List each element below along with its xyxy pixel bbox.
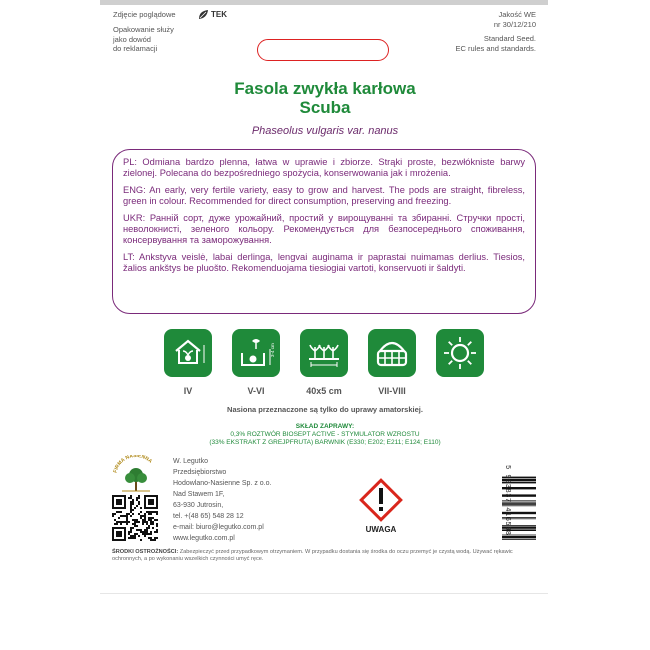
barcode-bar (502, 539, 536, 540)
standard-line: EC rules and standards. (455, 43, 536, 53)
qr-module (116, 511, 118, 513)
qr-module (156, 523, 158, 525)
description-lt: LT: Ankstyva veislė, labai derlinga, lengvai auginama ir paprastai nuimamas derlius. Tiesios, žalios ankštys be pluošto. Rekomenduojama tiesiogiai vartoti, konservuoti ir šaldyti. (123, 252, 525, 273)
qr-module (130, 509, 132, 511)
qr-module (138, 535, 140, 537)
qr-module (136, 519, 138, 521)
package-note (113, 25, 174, 54)
qr-module (152, 521, 154, 523)
qr-module (154, 539, 156, 541)
email: e-mail: biuro@legutko.com.pl (173, 524, 264, 531)
qr-module (146, 529, 148, 531)
qr-module (128, 537, 130, 539)
qr-module (130, 529, 132, 531)
qr-module (132, 509, 134, 511)
qr-module (118, 517, 120, 519)
company-line: Hodowlano-Nasienne Sp. z o.o. (173, 480, 272, 487)
qr-module (130, 527, 132, 529)
qr-module (132, 523, 134, 525)
qr-module (156, 513, 158, 515)
qr-module (130, 495, 132, 497)
photo-note: Zdjęcie poglądowe (113, 10, 176, 19)
qr-module (150, 531, 152, 533)
website: www.legutko.com.pl (173, 535, 235, 542)
harvest-basket-icon (368, 329, 416, 377)
qr-module (126, 521, 128, 523)
qr-module (134, 519, 136, 521)
qr-module (130, 497, 132, 499)
qr-module (152, 517, 154, 519)
precautions (112, 549, 542, 563)
description-ukr: UKR: Ранній сорт, дуже урожайний, простий у вирощуванні та збиранні. Стручки прості, неволокнисті, зеленого кольору. Рекомендується для безпосереднього споживання, консервування та заморожування. (123, 213, 525, 245)
qr-module (150, 521, 152, 523)
qr-module (156, 531, 158, 533)
treatment-line2: (33% EKSTRAKT Z GREJPFRUTA) BARWNIK (E330; E202; E211; E124; E110) (209, 439, 441, 446)
qr-module (134, 523, 136, 525)
qr-module (148, 527, 150, 529)
qr-module (112, 513, 114, 515)
qr-module (154, 537, 156, 539)
qr-module (120, 521, 122, 523)
qr-module (140, 529, 142, 531)
lot-window (257, 39, 389, 61)
qr-module (126, 519, 128, 521)
qr-module (144, 521, 146, 523)
latin-name: Phaseolus vulgaris var. nanus (251, 125, 399, 137)
icon-label-field-sowing: V-VI (247, 386, 265, 396)
qr-module (116, 531, 122, 537)
qr-module (132, 513, 134, 515)
qr-module (150, 523, 152, 525)
qr-module (128, 497, 130, 499)
qr-module (142, 523, 144, 525)
qr-module (138, 521, 140, 523)
precautions-text: Zabezpieczyć przed przypadkowym otrzymaniem. W przypadku dostania się środka do oczu przemyć je czystą wodą. Używać rękawic ochronnych, a po wykonaniu wszelkich czynności umyć ręce. (112, 549, 513, 562)
qr-module (156, 525, 158, 527)
qr-module (136, 529, 138, 531)
warning-pictogram-icon (357, 476, 405, 524)
package-note-line: Opakowanie służy (113, 25, 174, 34)
divider (100, 593, 548, 594)
qr-module (134, 521, 136, 523)
qr-module (118, 521, 120, 523)
qr-module (134, 537, 136, 539)
qr-module (130, 503, 132, 505)
top-photo-strip (100, 0, 548, 5)
qr-module (156, 537, 158, 539)
tek-leaf-icon (198, 9, 209, 20)
qr-module (134, 535, 136, 537)
icon-label-spacing: 40x5 cm (306, 386, 342, 396)
qr-module (144, 515, 146, 517)
sun-icon (436, 329, 484, 377)
qr-module (138, 503, 140, 505)
qr-module (118, 511, 120, 513)
address-city: 63-930 Jutrosin, (173, 502, 224, 509)
company-address (173, 456, 271, 544)
qr-module (150, 513, 152, 515)
qr-module (152, 527, 154, 529)
qr-module (150, 533, 152, 535)
logo-arc-text: FIRMA NASIENNA (112, 455, 154, 474)
standard-info (416, 34, 536, 53)
qr-module (138, 529, 140, 531)
qr-module (150, 511, 152, 513)
qr-module (142, 531, 144, 533)
qr-module (128, 531, 130, 533)
qr-module (144, 531, 146, 533)
qr-module (124, 521, 126, 523)
qr-module (146, 533, 148, 535)
qr-module (130, 501, 132, 503)
qr-module (126, 523, 128, 525)
description-pl: PL: Odmiana bardzo plenna, łatwa w uprawie i zbiorze. Strąki proste, bezwłókniste barwy zielonej. Polecana do bezpośredniego spożycia, konserwowania jak i mrożenia. (123, 157, 525, 178)
qr-module (150, 517, 152, 519)
product-name: Fasola zwykła karłowa (234, 79, 416, 98)
qr-module (132, 499, 134, 501)
qr-module (112, 515, 114, 517)
quality-line: Jakość WE (498, 10, 536, 19)
qr-module (146, 511, 148, 513)
qr-module (134, 525, 136, 527)
qr-module (128, 533, 130, 535)
qr-module (116, 499, 122, 505)
qr-module (130, 535, 132, 537)
quality-info (436, 10, 536, 29)
qr-module (140, 539, 142, 541)
qr-module (148, 519, 150, 521)
qr-module (132, 519, 134, 521)
qr-module (156, 519, 158, 521)
qr-module (154, 531, 156, 533)
company-logo (110, 455, 162, 495)
qr-module (120, 511, 122, 513)
company-name: W. Legutko (173, 458, 209, 465)
precautions-title: ŚRODKI OSTROŻNOŚCI: (112, 549, 179, 555)
qr-module (142, 533, 144, 535)
qr-module (144, 513, 146, 515)
treatment-title: SKŁAD ZAPRAWY: (295, 423, 355, 430)
qr-module (116, 521, 118, 523)
qr-module (148, 533, 150, 535)
qr-module (142, 519, 144, 521)
qr-module (146, 531, 148, 533)
phone: tel. +(48 65) 548 28 12 (173, 513, 244, 520)
qr-module (122, 515, 124, 517)
qr-module (130, 507, 132, 509)
greenhouse-sowing-icon (164, 329, 212, 377)
qr-module (146, 521, 148, 523)
treatment-line1: 0,3% ROZTWÓR BIOSEPT ACTIVE - STYMULATOR WZROSTU (230, 431, 420, 438)
qr-module (152, 523, 154, 525)
qr-module (142, 515, 144, 517)
qr-code[interactable] (112, 495, 158, 541)
qr-module (132, 527, 134, 529)
qr-module (148, 517, 150, 519)
qr-module (144, 535, 146, 537)
address-street: Nad Stawem 1F, (173, 491, 225, 498)
qr-module (136, 525, 138, 527)
warning-label: UWAGA (365, 525, 397, 534)
qr-module (140, 517, 142, 519)
qr-module (126, 517, 128, 519)
standard-line: Standard Seed. (483, 34, 536, 43)
qr-module (132, 501, 134, 503)
qr-module (132, 535, 134, 537)
qr-module (140, 515, 142, 517)
company-line: Przedsiębiorstwo (173, 469, 227, 476)
qr-module (156, 529, 158, 531)
qr-module (114, 519, 116, 521)
qr-module (148, 525, 150, 527)
qr-module (126, 515, 128, 517)
qr-module (148, 513, 150, 515)
qr-module (144, 517, 146, 519)
open-ground-sowing-icon (232, 329, 280, 377)
qr-module (136, 533, 138, 535)
qr-module (130, 531, 132, 533)
qr-module (132, 537, 134, 539)
qr-module (124, 515, 126, 517)
icon-label-sowing-time: IV (183, 386, 193, 396)
qr-module (142, 521, 144, 523)
variety-name: Scuba (299, 98, 351, 117)
barcode (490, 467, 536, 541)
qr-module (154, 511, 156, 513)
qr-module (114, 523, 116, 525)
qr-module (126, 513, 128, 515)
qr-module (134, 507, 136, 509)
qr-module (138, 495, 140, 497)
qr-module (136, 521, 138, 523)
qr-module (114, 513, 116, 515)
qr-module (146, 523, 148, 525)
depth-label: 3-4 cm (270, 343, 275, 357)
quality-line: nr 30/12/210 (493, 19, 536, 29)
qr-module (144, 529, 146, 531)
qr-module (140, 507, 142, 509)
amateur-note: Nasiona przeznaczone są tylko do uprawy amatorskiej. (227, 405, 423, 414)
qr-module (138, 497, 140, 499)
qr-module (148, 537, 150, 539)
qr-module (130, 511, 132, 513)
qr-module (150, 519, 152, 521)
package-note-line: jako dowód (113, 34, 151, 44)
qr-module (130, 505, 132, 507)
qr-module (152, 511, 154, 513)
qr-module (144, 519, 146, 521)
icon-label-harvest: VII-VIII (378, 386, 406, 396)
qr-module (128, 513, 130, 515)
qr-module (120, 515, 122, 517)
qr-module (132, 503, 134, 505)
qr-module (128, 521, 130, 523)
qr-module (152, 539, 154, 541)
qr-module (134, 533, 136, 535)
tek-label: TEK (211, 10, 227, 19)
qr-module (120, 523, 122, 525)
qr-module (148, 511, 150, 513)
qr-module (148, 499, 154, 505)
qr-module (130, 537, 132, 539)
qr-module (116, 523, 118, 525)
qr-module (122, 521, 124, 523)
qr-module (130, 515, 132, 517)
qr-module (150, 539, 152, 541)
qr-module (150, 537, 152, 539)
qr-module (136, 499, 138, 501)
barcode-number: 5 903837 416598 (503, 465, 511, 536)
qr-module (146, 527, 148, 529)
qr-module (154, 519, 156, 521)
qr-module (136, 497, 138, 499)
qr-module (144, 533, 146, 535)
qr-module (156, 511, 158, 513)
tek-logo (198, 9, 227, 20)
description-eng: ENG: An early, very fertile variety, easy to grow and harvest. The pods are straight, fibreless, green in colour. Recommended for direct consumption, preserving and freezing. (123, 185, 525, 206)
qr-module (138, 501, 140, 503)
qr-module (140, 511, 142, 513)
qr-module (136, 505, 138, 507)
description-box (112, 149, 536, 314)
spacing-icon (300, 329, 348, 377)
package-note-line: do reklamacji (113, 44, 158, 53)
qr-module (140, 531, 142, 533)
qr-module (138, 513, 140, 515)
